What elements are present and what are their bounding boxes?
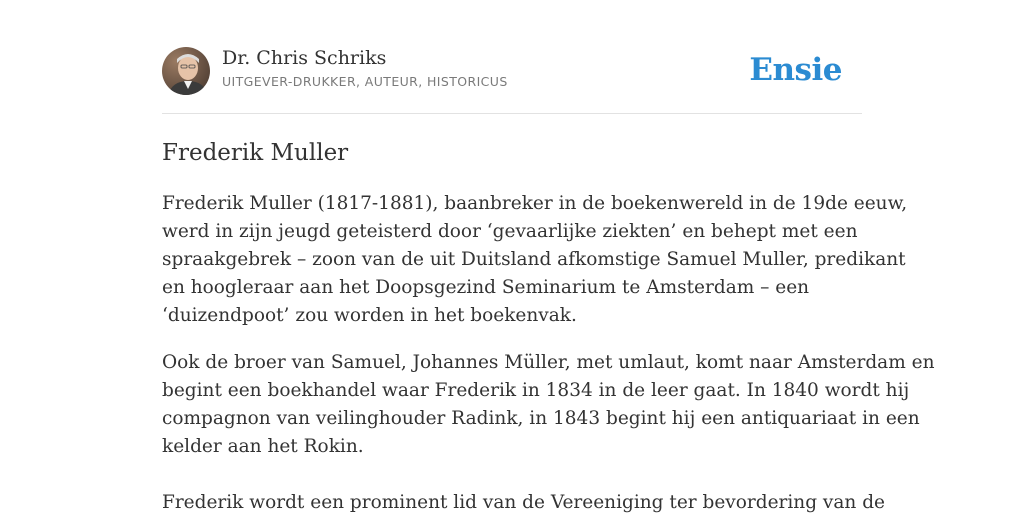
avatar-photo bbox=[162, 47, 210, 95]
author-header bbox=[162, 46, 862, 96]
author-name[interactable]: Dr. Chris Schriks bbox=[222, 47, 387, 69]
paragraph-line: kelder aan het Rokin. bbox=[162, 436, 364, 457]
paragraph-line: Frederik wordt een prominent lid van de Vereeniging ter bevordering van de bbox=[162, 492, 885, 513]
article-paragraph-3 bbox=[162, 489, 885, 517]
paragraph-line: en hoogleraar aan het Doopsgezind Seminarium te Amsterdam – een bbox=[162, 277, 810, 298]
paragraph-line: Ook de broer van Samuel, Johannes Müller, met umlaut, komt naar Amsterdam en bbox=[162, 352, 935, 373]
paragraph-line: Frederik Muller (1817-1881), baanbreker in de boekenwereld in de 19de eeuw, bbox=[162, 193, 908, 214]
article-title: Frederik Muller bbox=[162, 140, 349, 166]
paragraph-line: spraakgebrek – zoon van de uit Duitsland afkomstige Samuel Muller, predikant bbox=[162, 249, 906, 270]
paragraph-line: begint een boekhandel waar Frederik in 1834 in de leer gaat. In 1840 wordt hij bbox=[162, 380, 910, 401]
author-role: UITGEVER-DRUKKER, AUTEUR, HISTORICUS bbox=[222, 74, 508, 89]
header-divider bbox=[162, 113, 862, 114]
article-paragraph-2 bbox=[162, 349, 935, 461]
paragraph-line: compagnon van veilinghouder Radink, in 1843 begint hij een antiquariaat in een bbox=[162, 408, 920, 429]
article-paragraph-1 bbox=[162, 190, 908, 330]
ensie-logo[interactable]: Ensie bbox=[749, 52, 842, 88]
author-avatar[interactable] bbox=[162, 47, 210, 95]
paragraph-line: werd in zijn jeugd geteisterd door ‘gevaarlijke ziekten’ en behept met een bbox=[162, 221, 858, 242]
paragraph-line: ‘duizendpoot’ zou worden in het boekenvak. bbox=[162, 305, 577, 326]
